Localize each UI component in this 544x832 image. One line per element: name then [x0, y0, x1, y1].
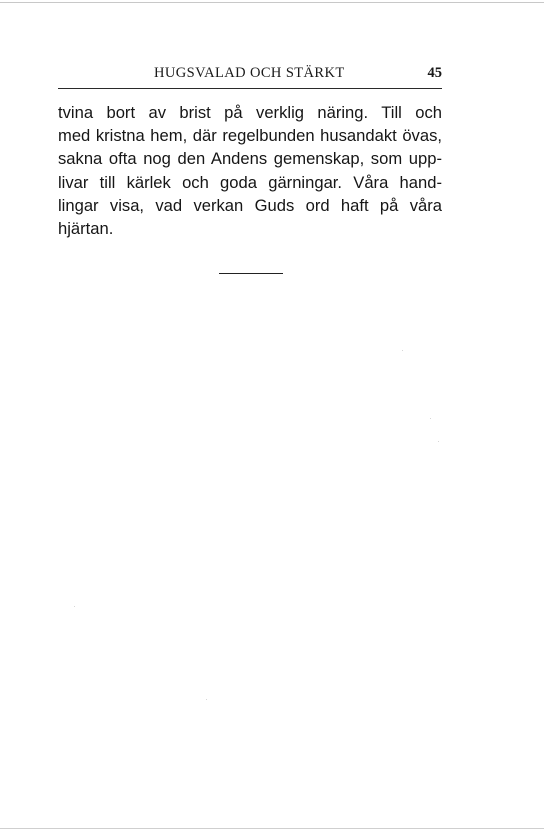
page-number: 45: [427, 65, 442, 81]
text-line: med kristna hem, där regelbunden husandakt övas,: [58, 126, 442, 146]
scan-speck: [74, 606, 75, 607]
text-line: hjärtan.: [58, 219, 114, 239]
body-paragraph: [58, 101, 442, 240]
header-rule: [58, 88, 442, 89]
scan-speck: [402, 350, 403, 351]
running-head: [58, 62, 442, 84]
scan-bottom-edge: [0, 828, 544, 829]
scan-speck: [206, 699, 207, 700]
text-line: lingar visa, vad verkan Guds ord haft på våra: [58, 195, 442, 215]
text-line: sakna ofta nog den Andens gemenskap, som upp-: [58, 149, 442, 169]
text-line: livar till kärlek och goda gärningar. Våra hand-: [58, 172, 442, 192]
scan-speck: [430, 418, 431, 419]
text-line: tvina bort av brist på verklig näring. Till och: [58, 103, 442, 122]
scan-speck: [438, 441, 439, 442]
scan-top-edge: [0, 2, 544, 3]
section-end-rule: [219, 273, 283, 274]
running-title: HUGSVALAD OCH STÄRKT: [154, 65, 345, 81]
